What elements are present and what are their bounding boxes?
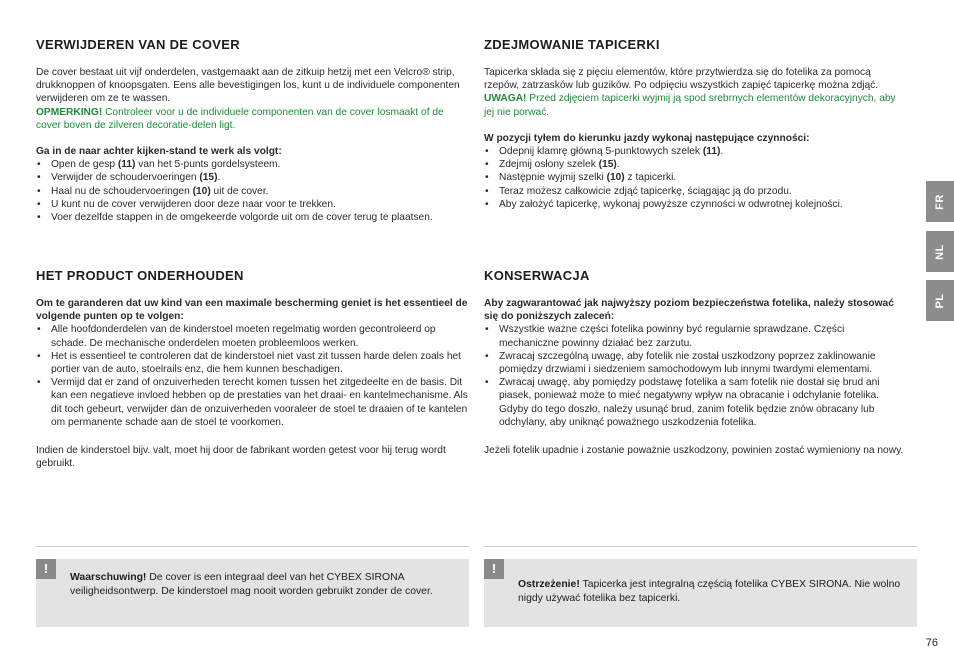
pl-cover-section xyxy=(484,66,904,211)
pl-care-footer: Jeżeli fotelik upadnie i zostanie poważnie uszkodzony, powinien zostać wymieniony na nowy. xyxy=(484,445,904,457)
list-item: • Aby założyć tapicerkę, wykonaj powyższe czynności w odwrotnej kolejności. xyxy=(484,198,904,211)
tab-fr-label: FR xyxy=(934,193,946,210)
nl-cover-section xyxy=(36,66,470,224)
pl-care-section xyxy=(484,297,904,457)
pl-care-intro: Aby zagwarantować jak najwyższy poziom bezpieczeństwa fotelika, należy stosować się do poniższych zaleceń: xyxy=(484,298,894,323)
pl-steps-list xyxy=(484,145,904,211)
pl-note-label: UWAGA! xyxy=(484,93,527,105)
list-item: • Verwijder de schoudervoeringen (15). xyxy=(36,171,470,184)
tab-nl[interactable] xyxy=(926,231,954,272)
list-item: • Open de gesp (11) van het 5-punts gordelsysteem. xyxy=(36,158,470,171)
list-item: • Alle hoofdonderdelen van de kinderstoel moeten regelmatig worden gecontroleerd op schade. De mechanische onderdelen moeten probleemloos werken. xyxy=(36,323,470,349)
pl-note-text: Przed zdjęciem tapicerki wyjmij ją spod srebrnych elementów dekoracyjnych, aby jej nie porwać. xyxy=(484,93,896,118)
pl-cover-title: ZDEJMOWANIE TAPICERKI xyxy=(484,37,660,52)
tab-pl[interactable] xyxy=(926,280,954,321)
page-number: 76 xyxy=(925,637,938,649)
pl-warning-label: Ostrzeżenie! xyxy=(518,579,580,590)
divider xyxy=(36,546,469,547)
nl-care-section xyxy=(36,297,470,470)
nl-warning-box xyxy=(36,559,469,627)
nl-cover-note xyxy=(36,106,470,132)
tab-fr[interactable] xyxy=(926,181,954,222)
nl-care-title: HET PRODUCT ONDERHOUDEN xyxy=(36,268,244,283)
pl-steps-heading: W pozycji tyłem do kierunku jazdy wykonaj następujące czynności: xyxy=(484,132,810,144)
list-item: • Voer dezelfde stappen in de omgekeerde volgorde uit om de cover terug te plaatsen. xyxy=(36,211,470,224)
warning-icon: ! xyxy=(484,559,504,579)
nl-steps-list xyxy=(36,158,470,224)
list-item: • Wszystkie ważne części fotelika powinny być regularnie sprawdzane. Części mechaniczne powinny działać bez zarzutu. xyxy=(484,323,904,349)
tab-pl-label: PL xyxy=(934,292,946,309)
nl-note-label: OPMERKING! xyxy=(36,106,103,118)
list-item: • Het is essentieel te controleren dat de kinderstoel niet vast zit tussen harde delen zoals het portier van de auto, stoelrails enz, die hem kunnen beschadigen. xyxy=(36,350,470,376)
warning-icon: ! xyxy=(36,559,56,579)
divider xyxy=(484,546,917,547)
list-item: • Vermijd dat er zand of onzuiverheden terecht komen tussen het zitgedeelte en de basis. Dit kan een negatieve invloed hebben op de prestaties van het draai- en kantelmechanisme. Als dit toch gebeurt, verwijder dan de onzuiverheden vooraleer de stoel te draaien of te kantelen om permanente schade aan de stoel te voorkomen. xyxy=(36,376,470,429)
nl-steps-heading: Ga in de naar achter kijken-stand te werk als volgt: xyxy=(36,146,282,158)
list-item: • Zwracaj szczególną uwagę, aby fotelik nie został uszkodzony poprzez zaklinowanie pomiędzy drzwiami i siedzeniem samochodowym lub innymi twardymi elementami. xyxy=(484,350,904,376)
nl-warning-text: De cover is een integraal deel van het CYBEX SIRONA veiligheidsontwerp. De kinderstoel mag nooit worden gebruikt zonder de cover. xyxy=(70,572,433,597)
list-item: • Następnie wyjmij szelki (10) z tapicerki. xyxy=(484,171,904,184)
pl-cover-note xyxy=(484,92,904,118)
pl-cover-intro: Tapicerka składa się z pięciu elementów, które przytwierdza się do fotelika za pomocą rzepów, zatrzasków lub guzików. Po odpięciu wszystkich zapięć tapicerkę można zdjąć. xyxy=(484,67,879,92)
list-item: • Teraz możesz całkowicie zdjąć tapicerkę, ściągając ją do przodu. xyxy=(484,185,904,198)
nl-care-intro: Om te garanderen dat uw kind van een maximale bescherming geniet is het essentieel de volgende punten op te volgen: xyxy=(36,298,468,323)
nl-care-footer: Indien de kinderstoel bijv. valt, moet hij door de fabrikant worden getest voor hij terug wordt gebruikt. xyxy=(36,445,446,470)
pl-care-list xyxy=(484,323,904,429)
nl-care-list xyxy=(36,323,470,429)
list-item: • Zwracaj uwagę, aby pomiędzy podstawę fotelika a sam fotelik nie dostał się brud ani piasek, ponieważ może to mieć negatywny wpływ na obracanie i odchylanie fotelika. Gdyby do tego doszło, należy usunąć brud, zanim fotelik będzie znów obracany lub odchylany, aby uniknąć poważnego uszkodzenia fotelika. xyxy=(484,376,904,429)
list-item: • Odepnij klamrę główną 5-punktowych szelek (11). xyxy=(484,145,904,158)
nl-note-text: Controleer voor u de individuele componenten van de cover losmaakt of de cover boven de zilveren decoratie-delen ligt. xyxy=(36,106,444,131)
pl-warning-text-block xyxy=(518,578,908,605)
pl-warning-box xyxy=(484,559,917,627)
list-item: • Haal nu de schoudervoeringen (10) uit de cover. xyxy=(36,185,470,198)
pl-warning-text: Tapicerka jest integralną częścią fotelika CYBEX SIRONA. Nie wolno nigdy używać fotelika bez tapicerki. xyxy=(518,579,901,604)
nl-warning-label: Waarschuwing! xyxy=(70,572,147,583)
nl-cover-intro: De cover bestaat uit vijf onderdelen, vastgemaakt aan de zitkuip hetzij met een Velcro® strip, drukknoppen of knoopsgaten. Eens alle bevestigingen los, kunt u de individuele componenten verwijderen om ze te wassen. xyxy=(36,67,460,105)
nl-warning-text-block xyxy=(70,571,460,598)
tab-nl-label: NL xyxy=(934,243,946,260)
nl-cover-title: VERWIJDEREN VAN DE COVER xyxy=(36,37,240,52)
list-item: • U kunt nu de cover verwijderen door deze naar voor te trekken. xyxy=(36,198,470,211)
list-item: • Zdejmij osłony szelek (15). xyxy=(484,158,904,171)
pl-care-title: KONSERWACJA xyxy=(484,268,590,283)
